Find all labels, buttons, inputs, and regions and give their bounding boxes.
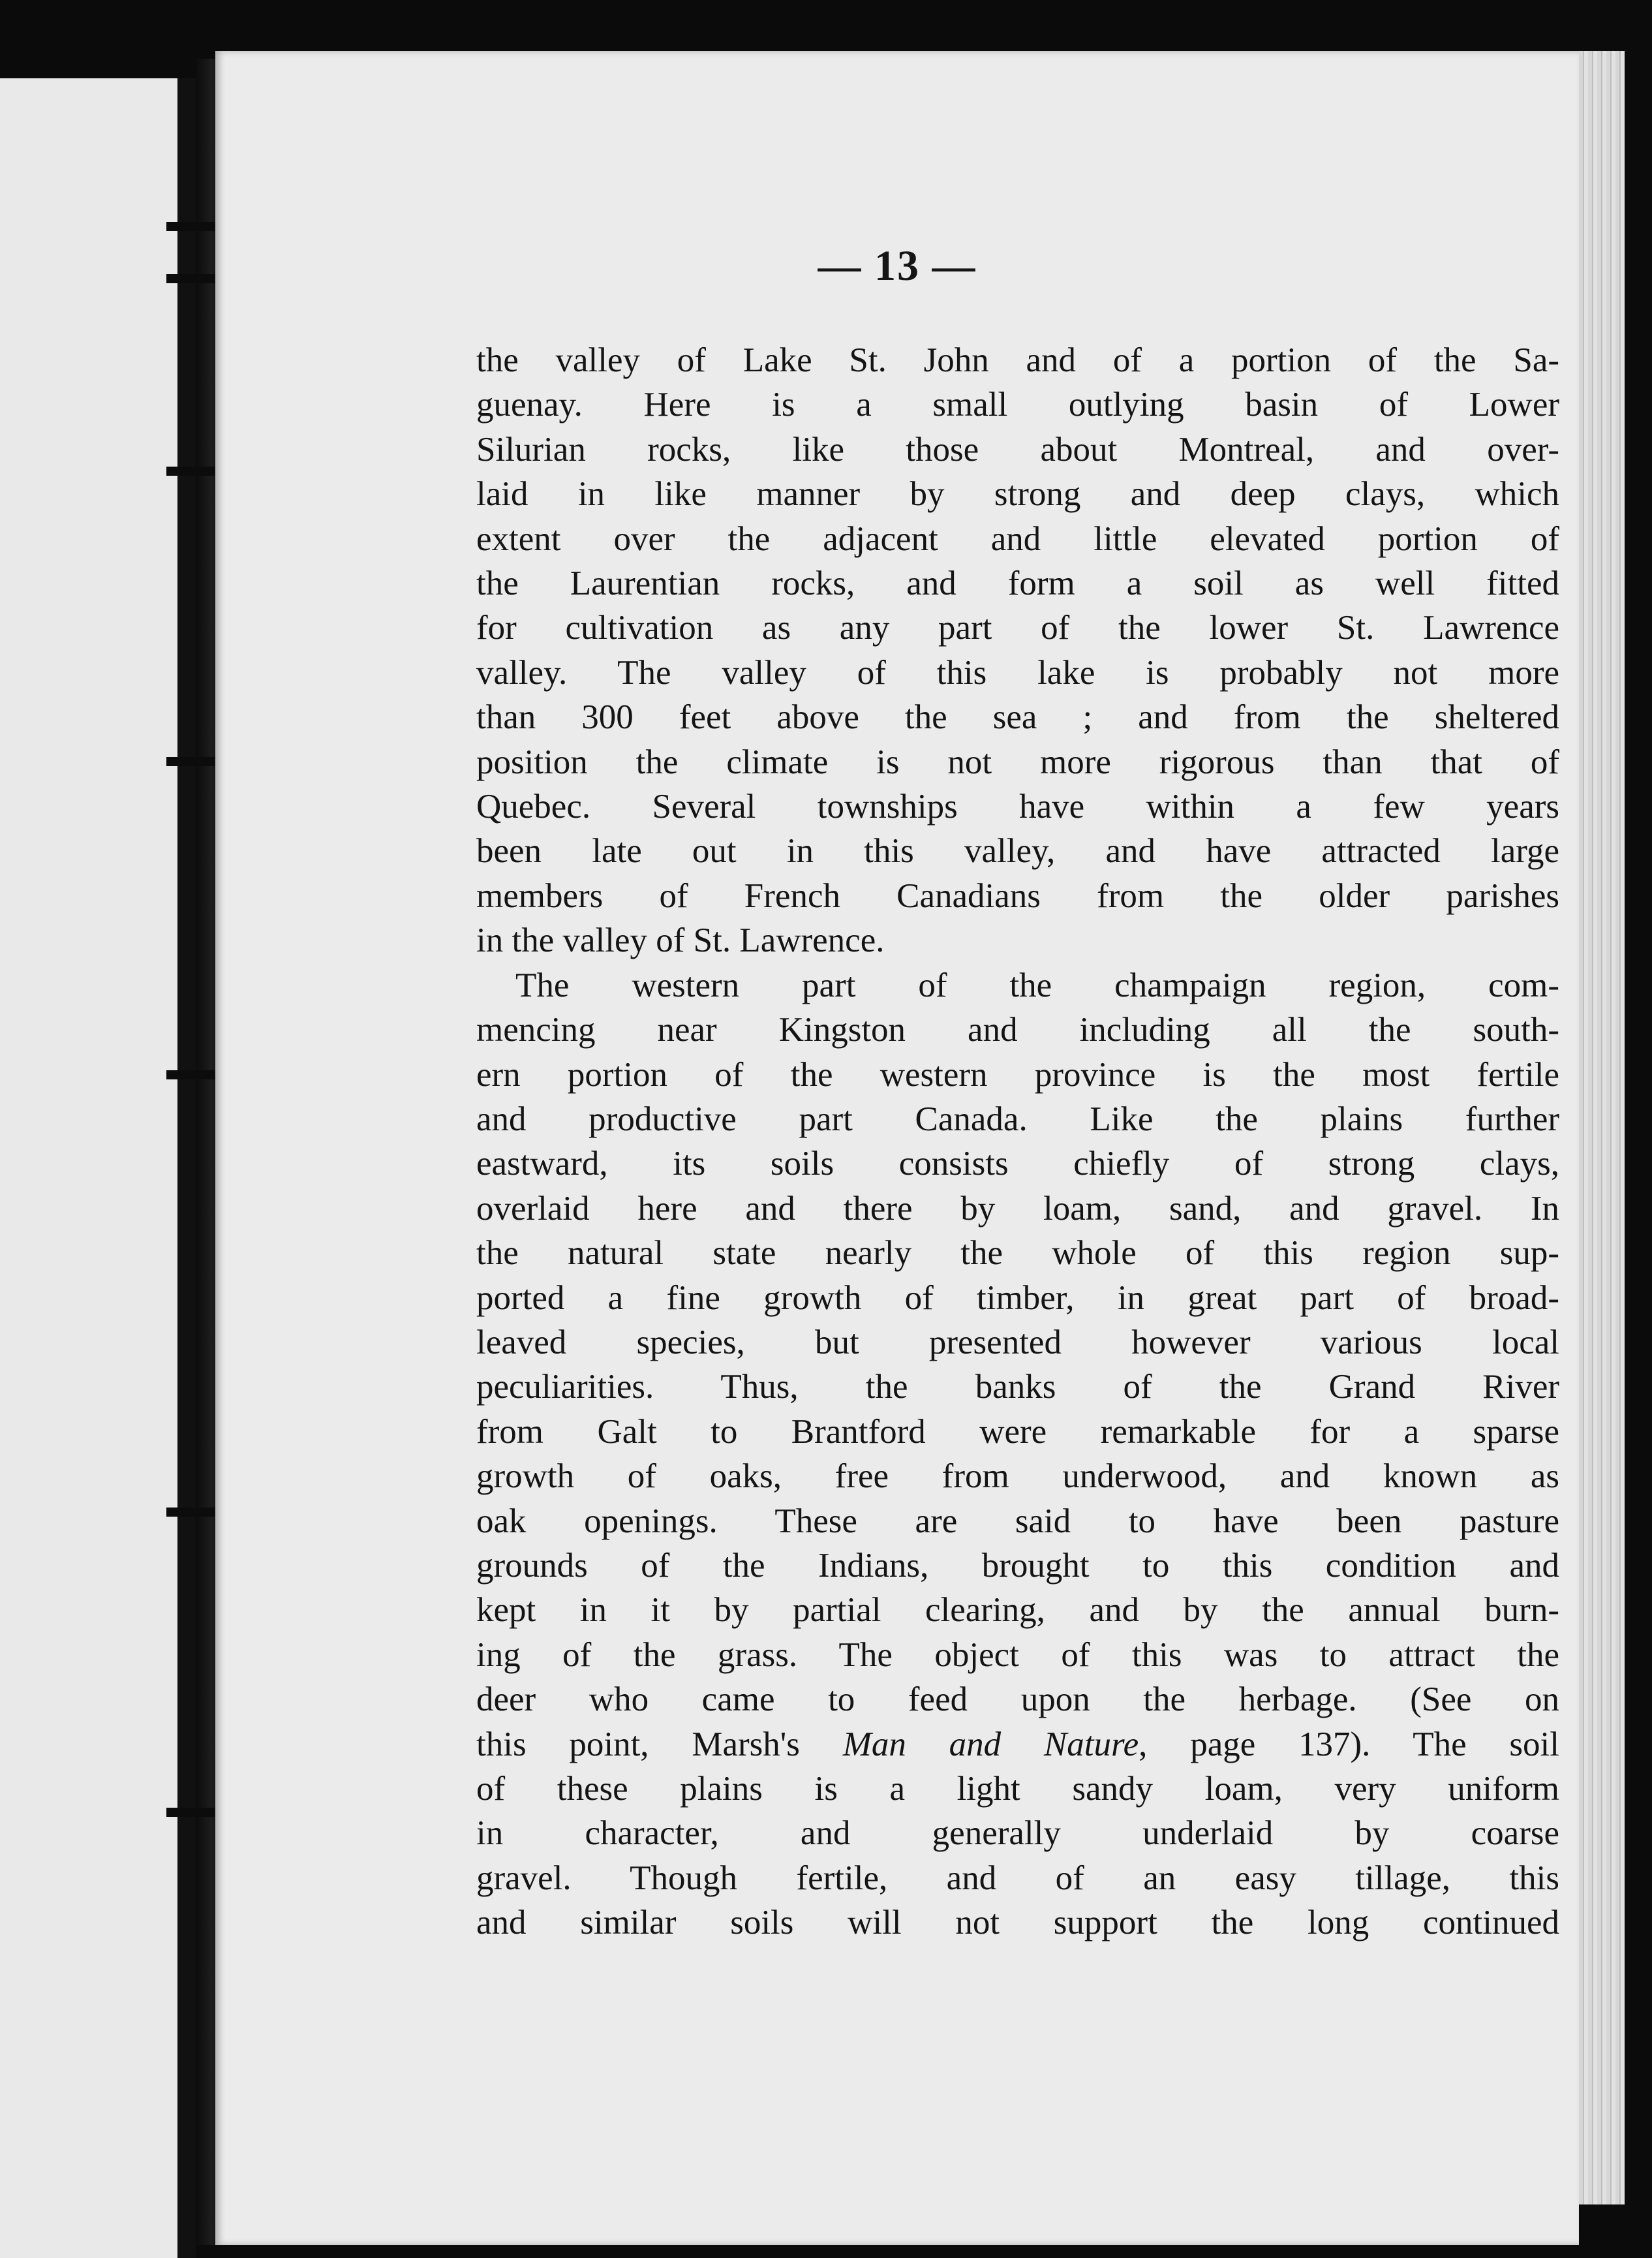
citation-lead: this point, Marsh's (476, 1725, 843, 1763)
text-line: the natural state nearly the whole of this region sup- (476, 1234, 1559, 1273)
text-line-citation (476, 1722, 1559, 1767)
text-line: extent over the adjacent and little elevated portion of (476, 519, 1559, 558)
book-page (215, 51, 1579, 2245)
text-line: ern portion of the western province is the most fertile (476, 1055, 1559, 1094)
text-line: the Laurentian rocks, and form a soil as well fitted (476, 564, 1559, 603)
text-line: deer who came to feed upon the herbage. (See on (476, 1680, 1559, 1719)
text-line: from Galt to Brantford were remarkable for a sparse (476, 1412, 1559, 1451)
text-line: than 300 feet above the sea ; and from the sheltered (476, 698, 1559, 737)
text-line: eastward, its soils consists chiefly of strong clays, (476, 1145, 1559, 1183)
binding-stitch (166, 1808, 219, 1817)
text-line: grounds of the Indians, brought to this condition and (476, 1546, 1559, 1585)
previous-page-edge (0, 78, 196, 2258)
text-line: leaved species, but presented however various local (476, 1323, 1559, 1361)
citation-rest: , page 137). The soil (1139, 1725, 1559, 1763)
text-line: and productive part Canada. Like the plains further (476, 1100, 1559, 1138)
text-line: gravel. Though fertile, and of an easy tillage, this (476, 1859, 1559, 1897)
text-line: in character, and generally underlaid by coarse (476, 1814, 1559, 1853)
text-line: ing of the grass. The object of this was to attract the (476, 1635, 1559, 1674)
text-line: oak openings. These are said to have been pasture (476, 1502, 1559, 1540)
binding-stitch (166, 222, 219, 231)
text-line: position the climate is not more rigorous than that of (476, 743, 1559, 781)
text-line: peculiarities. Thus, the banks of the Grand River (476, 1368, 1559, 1406)
binding-stitch (166, 1070, 219, 1079)
text-line: ported a fine growth of timber, in great part of broad- (476, 1278, 1559, 1317)
text-line: mencing near Kingston and including all the south- (476, 1011, 1559, 1049)
binding-stitch (166, 467, 219, 476)
text-line: guenay. Here is a small outlying basin of Lower (476, 386, 1559, 424)
text-line: the valley of Lake St. John and of a portion of the Sa- (476, 341, 1559, 379)
text-line: of these plains is a light sandy loam, very uniform (476, 1770, 1559, 1808)
text-line: laid in like manner by strong and deep clays, which (476, 475, 1559, 514)
text-line: and similar soils will not support the long continued (476, 1904, 1559, 1942)
text-line: overlaid here and there by loam, sand, and gravel. In (476, 1189, 1559, 1228)
binding-stitch (166, 757, 219, 766)
text-line: Silurian rocks, like those about Montreal, and over- (476, 430, 1559, 469)
text-line: been late out in this valley, and have attracted large (476, 832, 1559, 871)
text-line: members of French Canadians from the older parishes (476, 876, 1559, 915)
body-text (476, 338, 1559, 1945)
text-line: valley. The valley of this lake is probably not more (476, 653, 1559, 692)
binding-stitch (166, 274, 219, 283)
citation-title: Man and Nature (842, 1725, 1139, 1763)
text-line: growth of oaks, free from underwood, and known as (476, 1457, 1559, 1496)
binding-stitch (166, 1508, 219, 1517)
text-line: in the valley of St. Lawrence. (476, 921, 885, 960)
text-line: kept in it by partial clearing, and by the annual burn- (476, 1591, 1559, 1630)
text-line: for cultivation as any part of the lower St. Lawrence (476, 609, 1559, 647)
text-line: Quebec. Several townships have within a few years (476, 788, 1559, 826)
page-number: — 13 — (818, 242, 977, 290)
page-stack-edges (1579, 51, 1625, 2204)
text-line: The western part of the champaign region, com- (515, 966, 1559, 1004)
